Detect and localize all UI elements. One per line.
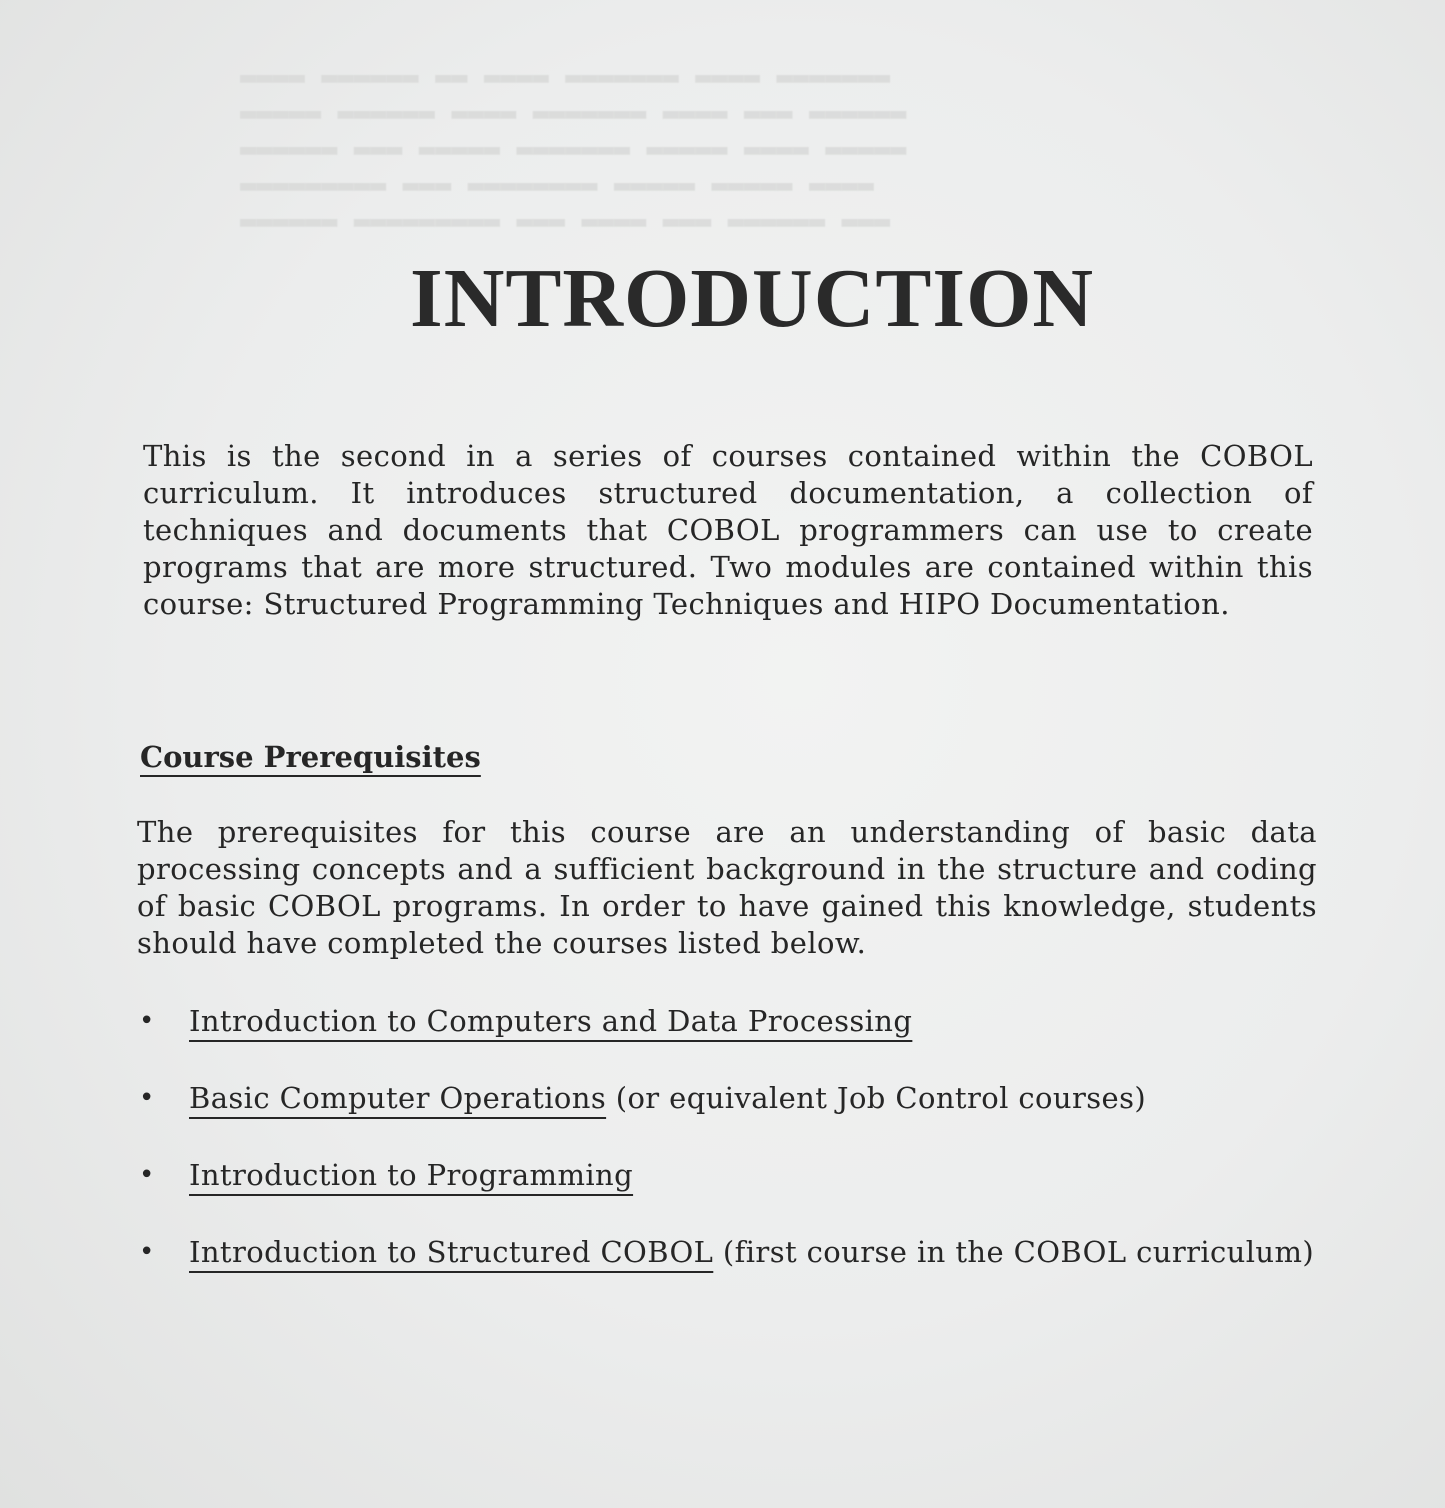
show-through-texture: ▬▬▬▬ ▬▬▬▬▬▬ ▬▬ ▬▬▬▬ ▬▬▬▬▬▬▬ ▬▬▬▬ ▬▬▬▬▬▬▬ ▬▬▬▬▬ ▬▬▬▬▬▬ ▬▬▬▬ ▬▬▬▬▬▬▬ ▬▬▬▬ ▬▬▬ ▬▬▬▬▬▬ ▬▬▬▬▬▬ ▬▬▬ ▬▬▬▬▬ ▬▬▬▬▬▬▬ ▬▬▬▬▬ ▬▬▬▬ ▬▬▬▬▬ ▬▬▬▬▬▬▬▬▬ ▬▬▬ ▬▬▬▬▬▬▬▬ ▬▬▬▬▬ ▬▬▬▬▬ ▬▬▬▬ ▬▬▬▬▬▬ ▬▬▬▬▬▬▬▬▬ ▬▬▬ ▬▬▬▬ ▬▬▬ ▬▬▬▬▬▬ ▬▬▬: [240, 62, 907, 237]
course-note: (or equivalent Job Control courses): [606, 1081, 1147, 1115]
intro-paragraph: This is the second in a series of courses contained within the COBOL curriculum. It introduces structured documentation, a collection of techniques and documents that COBOL programmers can use to create programs that are more structured. Two modules are contained within this course: Structured Programming Techniques and HIPO Documentation.: [143, 439, 1313, 621]
bullet-icon: •: [139, 1006, 155, 1036]
course-item: [137, 1156, 1327, 1194]
course-note: (first course in the COBOL curriculum): [713, 1235, 1315, 1269]
bullet-icon: •: [139, 1160, 155, 1190]
course-title: Introduction to Computers and Data Processing: [189, 1004, 913, 1038]
course-title: Introduction to Structured COBOL: [189, 1235, 714, 1269]
course-item: [137, 1002, 1327, 1040]
prerequisites-paragraph: The prerequisites for this course are an understanding of basic data processing concepts and a sufficient background in the structure and coding of basic COBOL programs. In order to have gained this knowledge, students should have completed the courses listed below.: [137, 815, 1317, 960]
bullet-icon: •: [139, 1083, 155, 1113]
course-item: [137, 1079, 1327, 1117]
course-list: [137, 1002, 1327, 1310]
course-title: Basic Computer Operations: [189, 1081, 607, 1115]
page-title: INTRODUCTION: [410, 252, 1095, 345]
bullet-icon: •: [139, 1237, 155, 1267]
course-item: [137, 1233, 1327, 1271]
course-title: Introduction to Programming: [189, 1158, 634, 1192]
prerequisites-heading: Course Prerequisites: [140, 740, 481, 774]
